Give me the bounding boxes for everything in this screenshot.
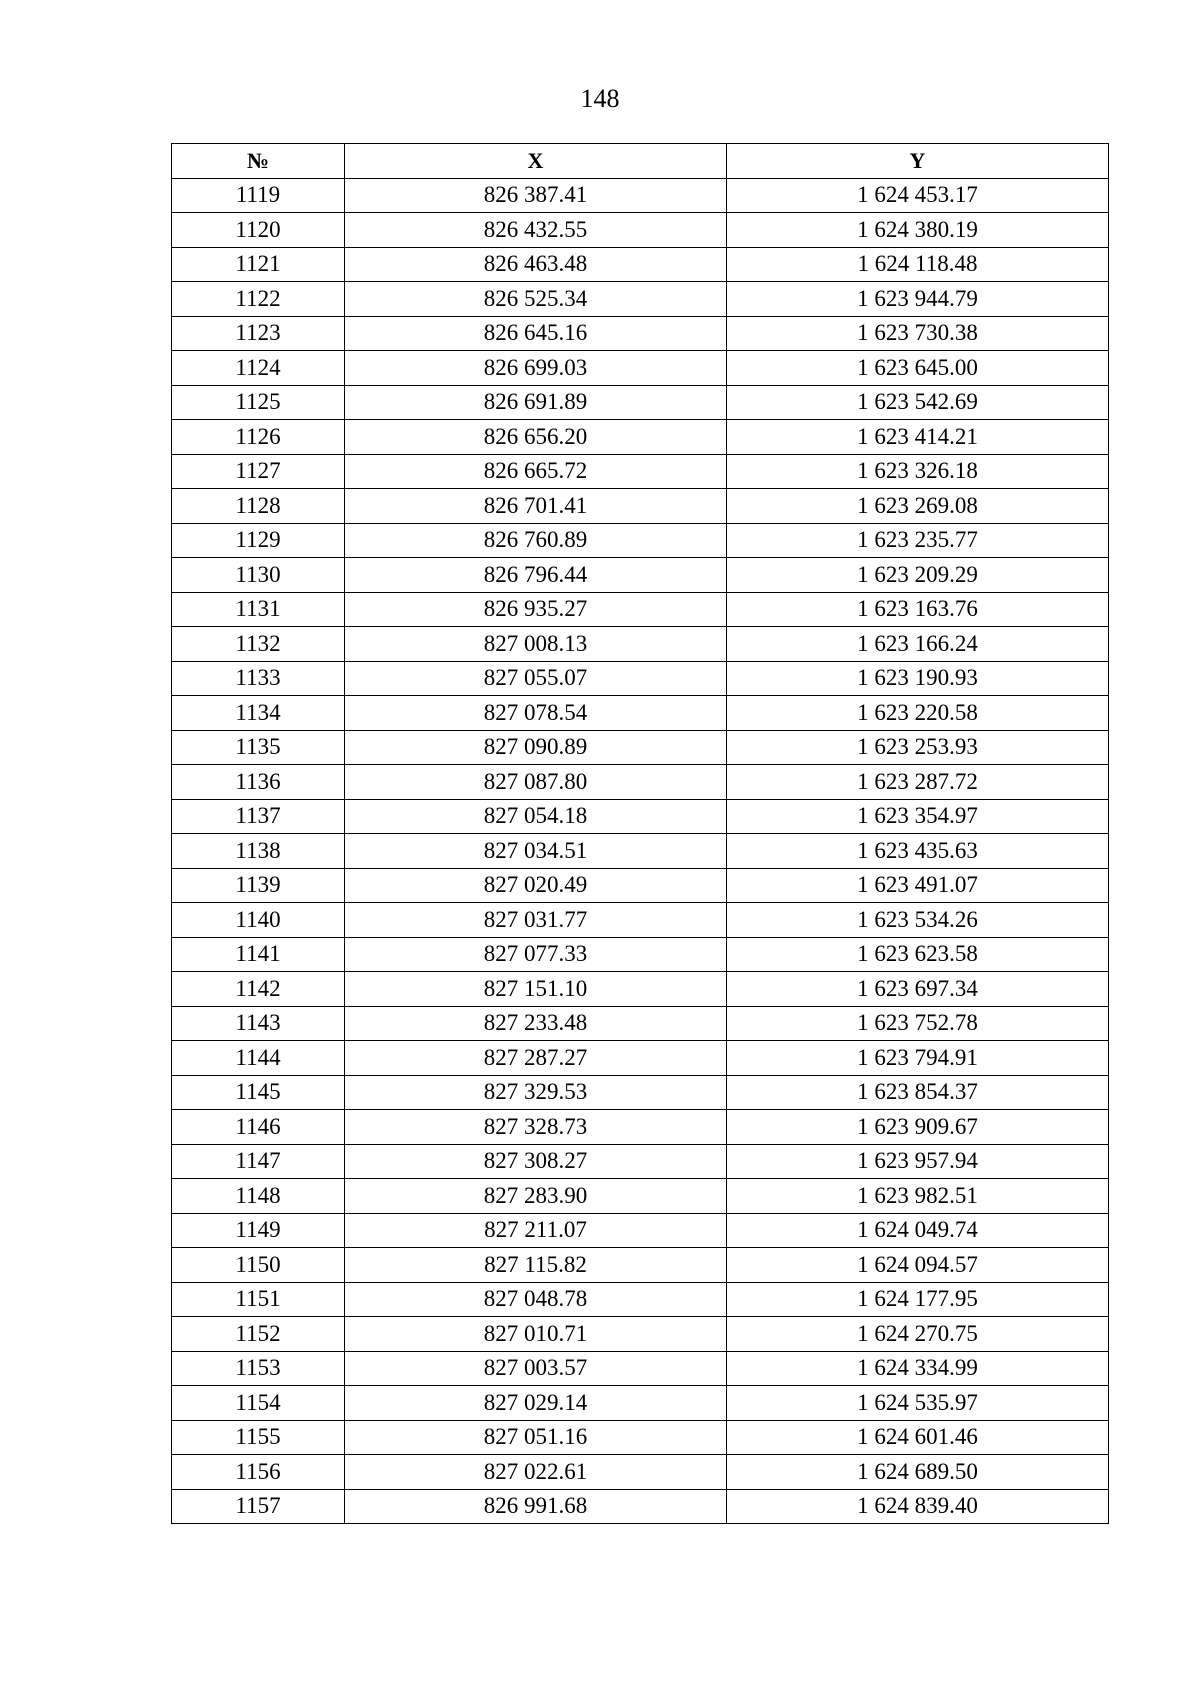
cell-number: 1153	[172, 1351, 345, 1386]
cell-y: 1 623 269.08	[727, 489, 1109, 524]
table-row	[172, 1420, 1109, 1455]
table-row	[172, 1006, 1109, 1041]
cell-number: 1128	[172, 489, 345, 524]
cell-x: 827 054.18	[345, 799, 727, 834]
cell-x: 826 656.20	[345, 420, 727, 455]
cell-x: 827 034.51	[345, 834, 727, 869]
table-row	[172, 1075, 1109, 1110]
cell-x: 827 078.54	[345, 696, 727, 731]
cell-x: 827 087.80	[345, 765, 727, 800]
cell-number: 1126	[172, 420, 345, 455]
cell-x: 827 329.53	[345, 1075, 727, 1110]
table-row	[172, 523, 1109, 558]
cell-number: 1155	[172, 1420, 345, 1455]
table-row	[172, 696, 1109, 731]
cell-y: 1 623 794.91	[727, 1041, 1109, 1076]
column-header-x: X	[345, 144, 727, 179]
cell-y: 1 623 354.97	[727, 799, 1109, 834]
cell-number: 1156	[172, 1455, 345, 1490]
cell-x: 826 525.34	[345, 282, 727, 317]
cell-x: 827 211.07	[345, 1213, 727, 1248]
cell-x: 826 935.27	[345, 592, 727, 627]
table-row	[172, 1110, 1109, 1145]
cell-x: 827 029.14	[345, 1386, 727, 1421]
cell-y: 1 623 645.00	[727, 351, 1109, 386]
table-row	[172, 903, 1109, 938]
cell-x: 826 665.72	[345, 454, 727, 489]
cell-number: 1146	[172, 1110, 345, 1145]
cell-number: 1152	[172, 1317, 345, 1352]
cell-number: 1119	[172, 178, 345, 213]
cell-x: 826 760.89	[345, 523, 727, 558]
cell-x: 827 308.27	[345, 1144, 727, 1179]
table-row	[172, 489, 1109, 524]
table-row	[172, 799, 1109, 834]
table-row	[172, 627, 1109, 662]
page-number: 148	[580, 84, 620, 113]
table-row	[172, 316, 1109, 351]
cell-y: 1 623 326.18	[727, 454, 1109, 489]
cell-x: 826 387.41	[345, 178, 727, 213]
cell-y: 1 623 854.37	[727, 1075, 1109, 1110]
cell-y: 1 624 380.19	[727, 213, 1109, 248]
cell-x: 827 010.71	[345, 1317, 727, 1352]
cell-x: 826 691.89	[345, 385, 727, 420]
column-header-y: Y	[727, 144, 1109, 179]
cell-number: 1150	[172, 1248, 345, 1283]
cell-y: 1 624 118.48	[727, 247, 1109, 282]
cell-number: 1124	[172, 351, 345, 386]
cell-number: 1137	[172, 799, 345, 834]
table-row	[172, 661, 1109, 696]
cell-x: 826 645.16	[345, 316, 727, 351]
cell-number: 1127	[172, 454, 345, 489]
cell-y: 1 624 453.17	[727, 178, 1109, 213]
cell-number: 1149	[172, 1213, 345, 1248]
table-row	[172, 937, 1109, 972]
table-row	[172, 1179, 1109, 1214]
cell-number: 1122	[172, 282, 345, 317]
cell-number: 1157	[172, 1489, 345, 1524]
table-row	[172, 1489, 1109, 1524]
cell-y: 1 624 270.75	[727, 1317, 1109, 1352]
cell-y: 1 623 944.79	[727, 282, 1109, 317]
cell-x: 826 701.41	[345, 489, 727, 524]
cell-y: 1 623 209.29	[727, 558, 1109, 593]
table-row	[172, 1041, 1109, 1076]
cell-y: 1 623 623.58	[727, 937, 1109, 972]
cell-x: 827 328.73	[345, 1110, 727, 1145]
cell-number: 1141	[172, 937, 345, 972]
cell-y: 1 623 190.93	[727, 661, 1109, 696]
table-row	[172, 1248, 1109, 1283]
cell-number: 1148	[172, 1179, 345, 1214]
cell-number: 1140	[172, 903, 345, 938]
table-row	[172, 592, 1109, 627]
cell-x: 827 077.33	[345, 937, 727, 972]
cell-x: 827 022.61	[345, 1455, 727, 1490]
cell-x: 827 233.48	[345, 1006, 727, 1041]
table-row	[172, 385, 1109, 420]
table-row	[172, 834, 1109, 869]
cell-x: 827 003.57	[345, 1351, 727, 1386]
cell-x: 827 151.10	[345, 972, 727, 1007]
cell-number: 1120	[172, 213, 345, 248]
table-header	[172, 144, 1109, 179]
cell-x: 827 283.90	[345, 1179, 727, 1214]
cell-x: 827 115.82	[345, 1248, 727, 1283]
cell-y: 1 623 542.69	[727, 385, 1109, 420]
cell-y: 1 624 839.40	[727, 1489, 1109, 1524]
table-row	[172, 1455, 1109, 1490]
cell-y: 1 623 435.63	[727, 834, 1109, 869]
cell-number: 1136	[172, 765, 345, 800]
cell-y: 1 623 491.07	[727, 868, 1109, 903]
cell-number: 1130	[172, 558, 345, 593]
table-body	[172, 178, 1109, 1524]
cell-y: 1 623 909.67	[727, 1110, 1109, 1145]
cell-y: 1 623 253.93	[727, 730, 1109, 765]
cell-y: 1 623 414.21	[727, 420, 1109, 455]
table-row	[172, 1144, 1109, 1179]
cell-y: 1 624 049.74	[727, 1213, 1109, 1248]
cell-number: 1142	[172, 972, 345, 1007]
table-row	[172, 972, 1109, 1007]
cell-number: 1144	[172, 1041, 345, 1076]
cell-y: 1 624 094.57	[727, 1248, 1109, 1283]
cell-y: 1 623 982.51	[727, 1179, 1109, 1214]
cell-number: 1143	[172, 1006, 345, 1041]
cell-number: 1147	[172, 1144, 345, 1179]
cell-y: 1 623 957.94	[727, 1144, 1109, 1179]
table-row	[172, 454, 1109, 489]
table-row	[172, 420, 1109, 455]
cell-y: 1 623 752.78	[727, 1006, 1109, 1041]
cell-number: 1121	[172, 247, 345, 282]
cell-y: 1 624 535.97	[727, 1386, 1109, 1421]
cell-number: 1123	[172, 316, 345, 351]
cell-x: 827 008.13	[345, 627, 727, 662]
cell-y: 1 623 287.72	[727, 765, 1109, 800]
cell-y: 1 624 177.95	[727, 1282, 1109, 1317]
cell-x: 826 432.55	[345, 213, 727, 248]
table-row	[172, 1282, 1109, 1317]
cell-x: 827 287.27	[345, 1041, 727, 1076]
cell-y: 1 623 697.34	[727, 972, 1109, 1007]
table-header-row	[172, 144, 1109, 179]
cell-number: 1154	[172, 1386, 345, 1421]
cell-number: 1135	[172, 730, 345, 765]
cell-x: 826 796.44	[345, 558, 727, 593]
cell-x: 827 051.16	[345, 1420, 727, 1455]
cell-number: 1132	[172, 627, 345, 662]
table-row	[172, 282, 1109, 317]
cell-y: 1 624 689.50	[727, 1455, 1109, 1490]
cell-number: 1151	[172, 1282, 345, 1317]
cell-number: 1139	[172, 868, 345, 903]
table-row	[172, 213, 1109, 248]
table-row	[172, 351, 1109, 386]
cell-y: 1 624 334.99	[727, 1351, 1109, 1386]
cell-y: 1 623 220.58	[727, 696, 1109, 731]
table-row	[172, 1317, 1109, 1352]
cell-y: 1 623 166.24	[727, 627, 1109, 662]
table-row	[172, 1351, 1109, 1386]
cell-number: 1133	[172, 661, 345, 696]
table-row	[172, 868, 1109, 903]
cell-number: 1145	[172, 1075, 345, 1110]
coordinates-table	[171, 143, 1109, 1524]
cell-number: 1125	[172, 385, 345, 420]
cell-x: 826 463.48	[345, 247, 727, 282]
cell-x: 826 991.68	[345, 1489, 727, 1524]
cell-y: 1 624 601.46	[727, 1420, 1109, 1455]
cell-number: 1134	[172, 696, 345, 731]
cell-x: 827 031.77	[345, 903, 727, 938]
cell-number: 1129	[172, 523, 345, 558]
table-row	[172, 178, 1109, 213]
column-header-number: №	[172, 144, 345, 179]
table-row	[172, 1213, 1109, 1248]
cell-y: 1 623 163.76	[727, 592, 1109, 627]
table-row	[172, 1386, 1109, 1421]
table-row	[172, 765, 1109, 800]
cell-x: 827 055.07	[345, 661, 727, 696]
cell-y: 1 623 534.26	[727, 903, 1109, 938]
cell-y: 1 623 235.77	[727, 523, 1109, 558]
cell-x: 826 699.03	[345, 351, 727, 386]
cell-y: 1 623 730.38	[727, 316, 1109, 351]
cell-number: 1138	[172, 834, 345, 869]
table-row	[172, 247, 1109, 282]
cell-x: 827 090.89	[345, 730, 727, 765]
cell-x: 827 020.49	[345, 868, 727, 903]
cell-x: 827 048.78	[345, 1282, 727, 1317]
table-row	[172, 730, 1109, 765]
cell-number: 1131	[172, 592, 345, 627]
table-row	[172, 558, 1109, 593]
